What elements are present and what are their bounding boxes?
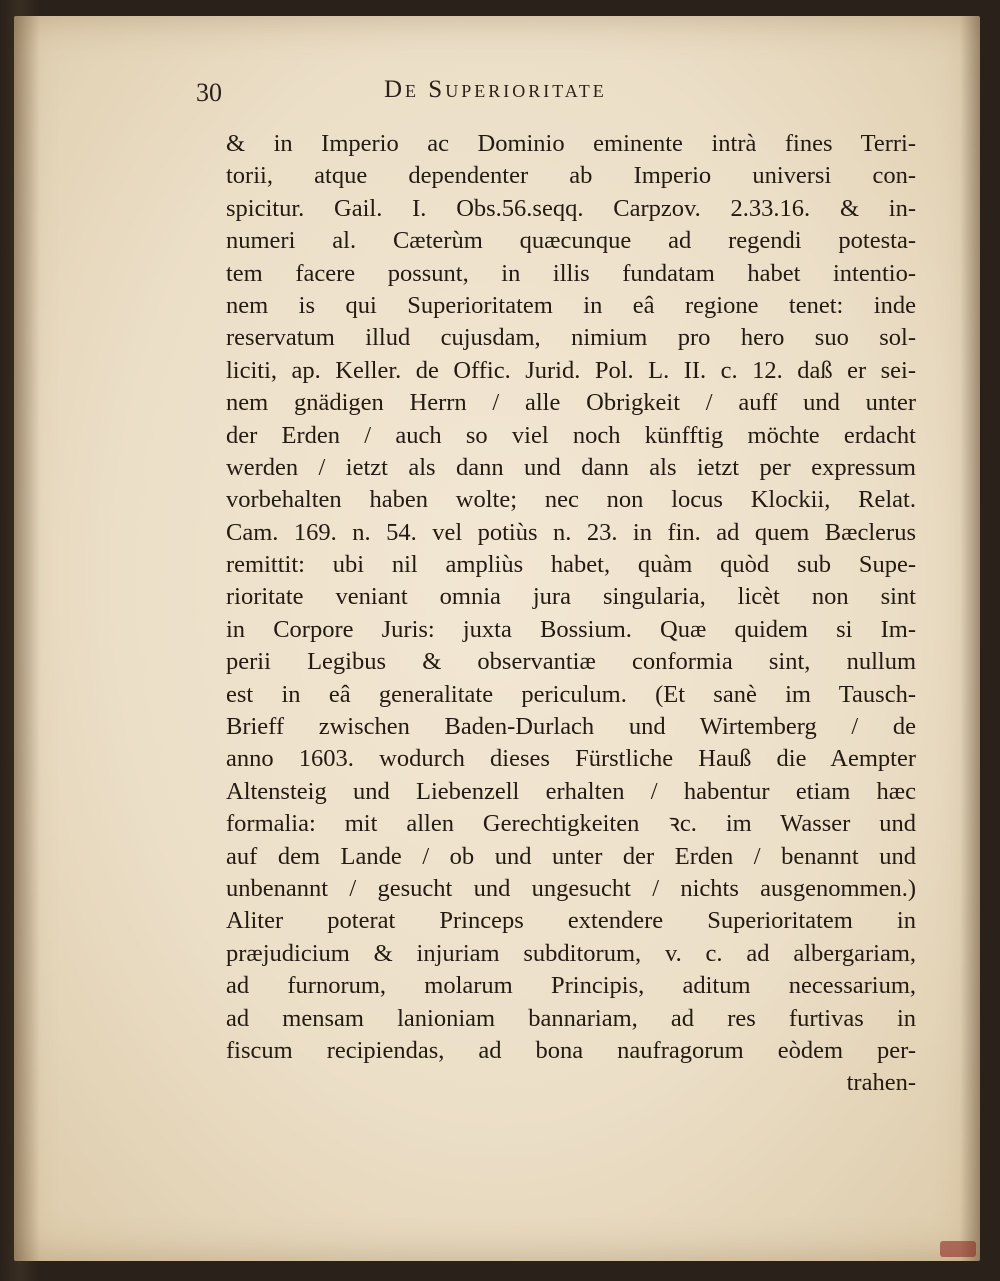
text-line: auf dem Lande / ob und unter der Erden / benannt und [226,842,916,870]
text-line: nem is qui Superioritatem in eâ regione tenet: inde [226,291,916,319]
text-line: fiscum recipiendas, ad bona naufragorum eòdem per- [226,1036,916,1064]
red-corner-mark [940,1241,976,1257]
text-line: perii Legibus & observantiæ conformia sint, nullum [226,648,916,676]
text-line: præjudicium & injuriam subditorum, v. c. ad albergariam, [226,939,916,967]
text-line: formalia: mit allen Gerechtigkeiten ꝛc. im Wasser und [226,810,916,838]
text-line: & in Imperio ac Dominio eminente intrà fines Terri- [226,130,916,157]
text-line: ad furnorum, molarum Principis, aditum necessarium, [226,972,916,1000]
text-line: tem facere possunt, in illis fundatam habet intentio- [226,259,916,287]
text-line: spicitur. Gail. I. Obs.56.seqq. Carpzov. 2.33.16. & in- [226,194,916,222]
page-edge-shadow [960,16,980,1261]
text-line: numeri al. Cæterùm quæcunque ad regendi potesta- [226,227,916,255]
text-line: werden / ietzt als dann und dann als ietzt per expressum [226,453,916,481]
text-line: Altensteig und Liebenzell erhalten / habentur etiam hæc [226,777,916,805]
text-line: remittit: ubi nil ampliùs habet, quàm quòd sub Supe- [226,551,916,579]
text-line: rioritate veniant omnia jura singularia, licèt non sint [226,583,916,611]
text-line: torii, atque dependenter ab Imperio universi con- [226,162,916,190]
text-line: Aliter poterat Princeps extendere Superioritatem in [226,907,916,935]
text-line: in Corpore Juris: juxta Bossium. Quæ quidem si Im- [226,615,916,643]
page-gutter-shadow [14,16,40,1261]
text-line: est in eâ generalitate periculum. (Et sanè im Tausch- [226,680,916,708]
text-line: nem gnädigen Herrn / alle Obrigkeit / auff und unter [226,389,916,417]
text-line: vorbehalten haben wolte; nec non locus Klockii, Relat. [226,486,916,514]
text-line: ad mensam lanioniam bannariam, ad res furtivas in [226,1004,916,1032]
page-number: 30 [196,78,222,107]
text-line: der Erden / auch so viel noch künfftig möchte erdacht [226,421,916,449]
text-line: unbenannt / gesucht und ungesucht / nichts ausgenommen.) [226,874,916,902]
text-line: anno 1603. wodurch dieses Fürstliche Hauß die Aempter [226,745,916,773]
running-head: De Superioritate [384,76,607,103]
text-line: liciti, ap. Keller. de Offic. Jurid. Pol. L. II. c. 12. daß er sei- [226,356,916,384]
text-line: Brieff zwischen Baden-Durlach und Wirtemberg / de [226,713,916,741]
catchword: trahen- [846,1069,916,1097]
body-text [226,128,916,1100]
text-line: Cam. 169. n. 54. vel potiùs n. 23. in fin. ad quem Bæclerus [226,518,916,546]
text-line: reservatum illud cujusdam, nimium pro hero suo sol- [226,324,916,352]
page-header [196,70,936,110]
